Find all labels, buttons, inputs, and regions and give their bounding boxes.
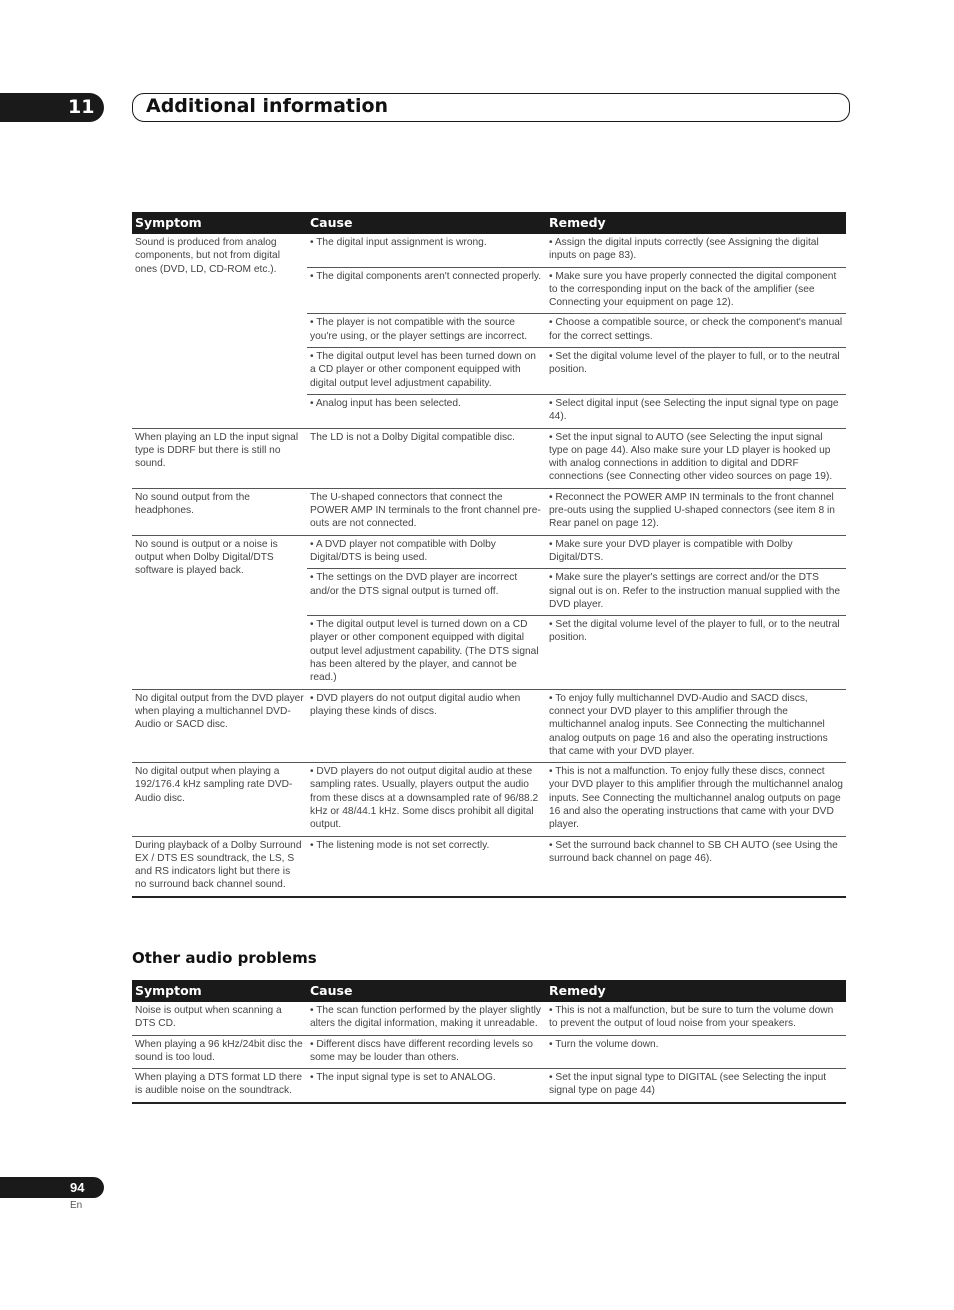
troubleshooting-table-1 [132,212,846,898]
remedy-cell: • Make sure your DVD player is compatible with Dolby Digital/DTS. [546,535,846,569]
table-row [132,234,846,267]
table-row [132,1069,846,1103]
remedy-cell: • Make sure the player's settings are correct and/or the DTS signal out is on. Refer to the instruction manual supplied with the DVD player. [546,569,846,616]
remedy-cell: • Make sure you have properly connected the digital component to the corresponding input on the back of the amplifier (see Connecting your equipment on page 12). [546,267,846,314]
table-row [132,1002,846,1035]
symptom-cell: When playing a 96 kHz/24bit disc the sound is too loud. [132,1035,307,1069]
cause-cell: • Analog input has been selected. [307,394,546,428]
symptom-cell: When playing an LD the input signal type is DDRF but there is still no sound. [132,428,307,488]
remedy-cell: • Set the input signal to AUTO (see Selecting the input signal type on page 44). Also make sure your LD player is hooked up with analog connections in addition to digital and DDRF connections (see Connecting other video sources on page 19). [546,428,846,488]
cause-cell: • The digital components aren't connected properly. [307,267,546,314]
symptom-cell: Noise is output when scanning a DTS CD. [132,1002,307,1035]
cause-cell: • The settings on the DVD player are incorrect and/or the DTS signal output is turned off. [307,569,546,616]
remedy-cell: • Assign the digital inputs correctly (see Assigning the digital inputs on page 83). [546,234,846,267]
table-row [132,488,846,535]
cause-cell: • DVD players do not output digital audio at these sampling rates. Usually, players output the audio from these discs at a downsampled rate of 96/88.2 kHz or 48/44.1 kHz. Some discs prohibit all digital output. [307,763,546,836]
cause-cell: • The listening mode is not set correctly. [307,836,546,897]
remedy-cell: • Set the digital volume level of the player to full, or to the neutral position. [546,616,846,689]
cause-cell: • The digital output level has been turned down on a CD player or other component equipped with digital output level adjustment capability. [307,348,546,395]
cause-cell: The LD is not a Dolby Digital compatible disc. [307,428,546,488]
table-row [132,763,846,836]
table-row [132,836,846,897]
remedy-cell: • Choose a compatible source, or check the component's manual for the correct settings. [546,314,846,348]
remedy-cell: • Turn the volume down. [546,1035,846,1069]
troubleshooting-table-2 [132,980,846,1104]
remedy-cell: • Set the input signal type to DIGITAL (see Selecting the input signal type on page 44) [546,1069,846,1103]
table-row [132,428,846,488]
table-header-row [132,212,846,234]
symptom-cell: No digital output from the DVD player when playing a multichannel DVD-Audio or SACD disc. [132,689,307,762]
language-label: En [70,1200,83,1211]
remedy-cell: • To enjoy fully multichannel DVD-Audio and SACD discs, connect your DVD player to this amplifier through the multichannel analog inputs. See Connecting the multichannel analog outputs on page 16 and also the operating instructions that came with your DVD player. [546,689,846,762]
remedy-cell: • This is not a malfunction, but be sure to turn the volume down to prevent the output of loud noise from your speakers. [546,1002,846,1035]
table-row [132,689,846,762]
cause-cell: The U-shaped connectors that connect the POWER AMP IN terminals to the front channel pre-outs are not connected. [307,488,546,535]
cause-cell: • A DVD player not compatible with Dolby Digital/DTS is being used. [307,535,546,569]
cause-cell: • DVD players do not output digital audio when playing these kinds of discs. [307,689,546,762]
remedy-cell: • Set the surround back channel to SB CH AUTO (see Using the surround back channel on page 46). [546,836,846,897]
remedy-cell: • Set the digital volume level of the player to full, or to the neutral position. [546,348,846,395]
symptom-cell: When playing a DTS format LD there is audible noise on the soundtrack. [132,1069,307,1103]
cause-cell: • Different discs have different recording levels so some may be louder than others. [307,1035,546,1069]
cause-cell: • The input signal type is set to ANALOG. [307,1069,546,1103]
page-title: Additional information [146,95,389,117]
remedy-cell: • Select digital input (see Selecting the input signal type on page 44). [546,394,846,428]
chapter-number: 11 [68,96,95,118]
remedy-cell: • This is not a malfunction. To enjoy fully these discs, connect your DVD player to this amplifier through the multichannel analog inputs. See Connecting the multichannel analog outputs on page 16 and also the operating instructions that came with your DVD player. [546,763,846,836]
table-row [132,535,846,569]
cause-cell: • The scan function performed by the player slightly alters the digital information, making it unreadable. [307,1002,546,1035]
cause-cell: • The digital output level is turned down on a CD player or other component equipped with digital output level adjustment capability. (The DTS signal has been altered by the player, and cannot be read.) [307,616,546,689]
col-header-remedy: Remedy [546,212,846,234]
col-header-remedy: Remedy [546,980,846,1002]
symptom-cell: During playback of a Dolby Surround EX / DTS ES soundtrack, the LS, S and RS indicators light but there is no surround back channel sound. [132,836,307,897]
symptom-cell: No sound output from the headphones. [132,488,307,535]
cause-cell: • The digital input assignment is wrong. [307,234,546,267]
symptom-cell: Sound is produced from analog components, but not from digital ones (DVD, LD, CD-ROM etc.). [132,234,307,428]
cause-cell: • The player is not compatible with the source you're using, or the player settings are incorrect. [307,314,546,348]
page-number: 94 [70,1180,85,1195]
table-header-row [132,980,846,1002]
col-header-cause: Cause [307,212,546,234]
col-header-symptom: Symptom [132,980,307,1002]
table-row [132,1035,846,1069]
col-header-symptom: Symptom [132,212,307,234]
col-header-cause: Cause [307,980,546,1002]
symptom-cell: No digital output when playing a 192/176.4 kHz sampling rate DVD-Audio disc. [132,763,307,836]
remedy-cell: • Reconnect the POWER AMP IN terminals to the front channel pre-outs using the supplied U-shaped connectors (see item 8 in Rear panel on page 12). [546,488,846,535]
section-heading: Other audio problems [132,949,317,967]
page-number-tab [0,1177,104,1198]
symptom-cell: No sound is output or a noise is output when Dolby Digital/DTS software is played back. [132,535,307,689]
